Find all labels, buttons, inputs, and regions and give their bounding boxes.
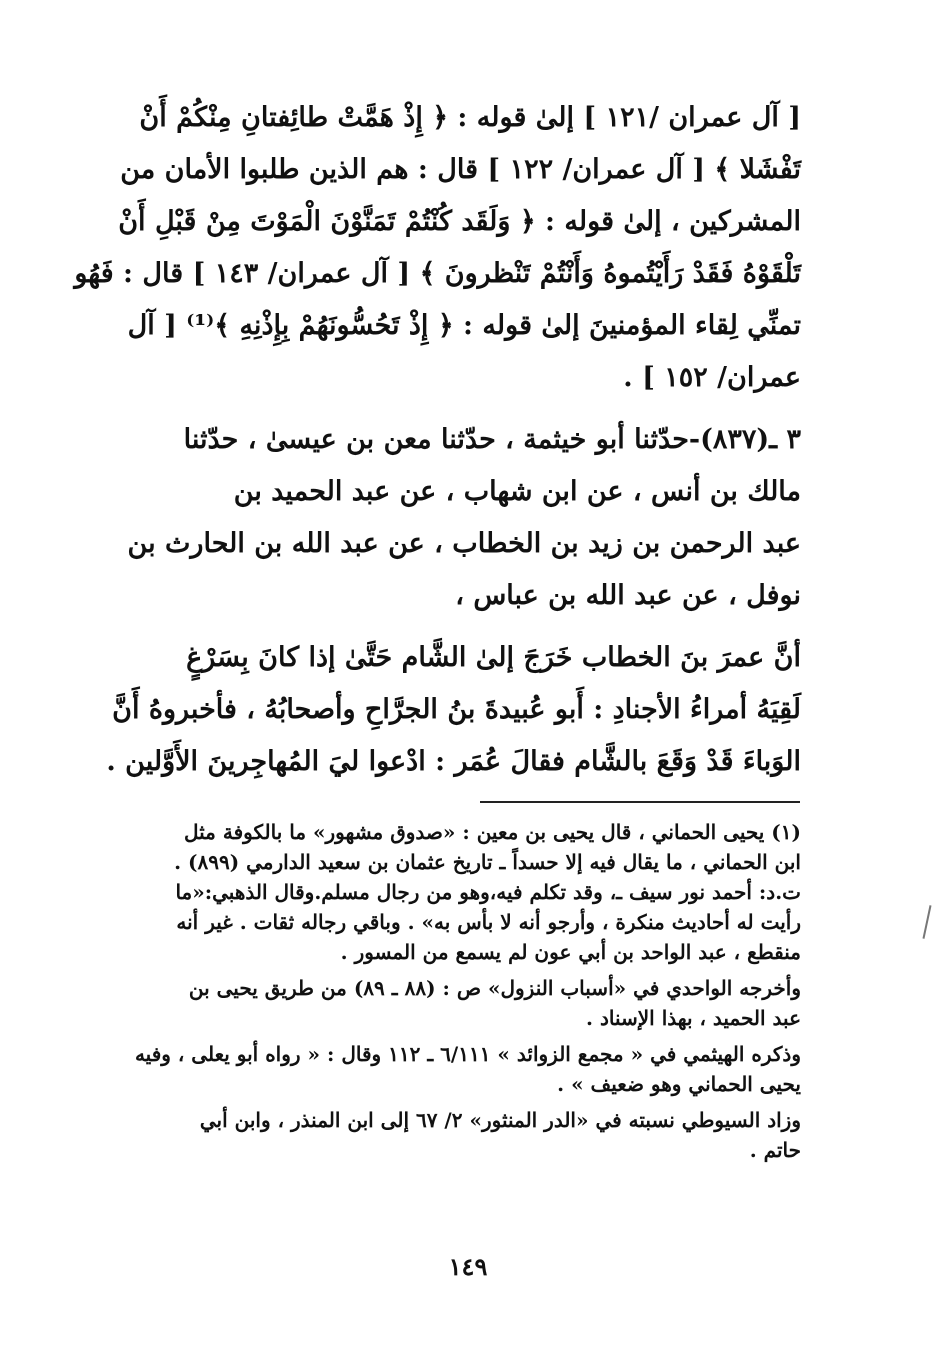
footnote-line: ابن الحماني ، ما يقال فيه إلا حسداً ـ تاريخ عثمان بن سعيد الدارمي (٨٩٩) . [174,850,801,874]
text-line: نوفل ، عن عبد الله بن عباس ، [455,580,801,611]
footnote [111,1039,801,1099]
text-line: [ آل عمران /١٢١ ] إلىٰ قوله : ﴿ إِذْ هَمَّتْ طائِفتانِ مِنْكُمْ أَنْ [139,102,801,133]
text-line: تمنِّي لِقاء المؤمنينَ إلىٰ قوله : ﴿ إِذْ تَحُسُّونَهُمْ بِإِذْنِهِ ﴾⁽¹⁾ [ آل [127,310,801,341]
hadith-text-paragraph [106,632,801,788]
footnote-line: وزاد السيوطي نسبته في «الدر المنثور» ٢/ ٦٧ إلى ابن المنذر ، وابن أبي [199,1108,801,1132]
text-line: عمران/ ١٥٢ ] . [623,362,801,393]
footnote [111,973,801,1033]
text-line: مالك بن أنس ، عن ابن شهاب ، عن عبد الحميد بن [233,476,801,507]
commentary-paragraph [74,92,801,404]
footnote-line: منقطع ، عبد الواحد بن أبي عون لم يسمع من المسور . [340,940,801,964]
text-line: لَقِيَهُ أمراءُ الأجنادِ : أَبو عُبيدةَ بنُ الجرَّاحِ وأصحابُهُ ، فأخبروهُ أَنَّ [112,694,801,725]
footnote-line: ت.د: أحمد نور سيف ـ، وقد تكلم فيه،وهو من رجال مسلم.وقال الذهبي:«ما [175,880,801,904]
footnote-line: وذكره الهيثمي في « مجمع الزوائد » ٦/١١١ ـ ١١٢ وقال : « رواه أبو يعلى ، وفيه [134,1042,801,1066]
text-line: ٣ ـ(٨٣٧)-حدّثنا أبو خيثمة ، حدّثنا معن بن عيسىٰ ، حدّثنا [183,424,801,455]
margin-mark [922,905,931,939]
footnote-line: وأخرجه الواحدي في «أسباب النزول» ص : (٨٨ ـ ٨٩) من طريق يحيى بن [188,976,801,1000]
footnote-line: عبد الحميد ، بهذا الإسناد . [586,1006,801,1030]
text-line: تَفْشَلا ﴾ [ آل عمران/ ١٢٢ ] قال : هم الذين طلبوا الأمان من [120,154,801,185]
footnote-line: يحيى الحماني وهو ضعيف » . [557,1072,801,1096]
footnote-separator [480,801,800,803]
footnote [111,1105,801,1165]
text-line: المشركين ، إلىٰ قوله : ﴿ وَلَقَد كُنْتُمْ تَمَنَّوْنَ الْمَوْتَ مِنْ قَبْلِ أَنْ [118,206,801,237]
text-line: أنَّ عمرَ بنَ الخطاب خَرَجَ إلىٰ الشَّام حَتَّىٰ إذا كانَ بِسَرْغٍ [186,642,801,673]
page-number: ١٤٩ [448,1252,488,1281]
main-text-block [74,92,801,788]
footnote-line: حاتم . [749,1138,801,1162]
footnote-line: (١) يحيى الحماني ، قال يحيى بن معين : «صدوق مشهور» ما بالكوفة مثل [184,820,801,844]
footnote [111,817,801,967]
footnote-line: رأيت له أحاديث منكرة ، وأرجو أنه لا بأس به» . وباقي رجاله ثقات . غير أنه [176,910,801,934]
text-line: عبد الرحمن بن زيد بن الخطاب ، عن عبد الله بن الحارث بن [127,528,801,559]
text-line: تَلْقَوْهُ فَقَدْ رَأَيْتُموهُ وَأَنْتُمْ تَنْظرونَ ﴾ [ آل عمران/ ١٤٣ ] قال : فَهُو [74,258,801,289]
text-line: الوَباءَ قَدْ وَقَعَ بالشَّام فقالَ عُمَر : ادْعوا ليَ المُهاجِرينَ الأَوَّلين . [106,746,801,777]
footnotes-block [111,817,801,1165]
hadith-chain-paragraph [111,414,801,622]
